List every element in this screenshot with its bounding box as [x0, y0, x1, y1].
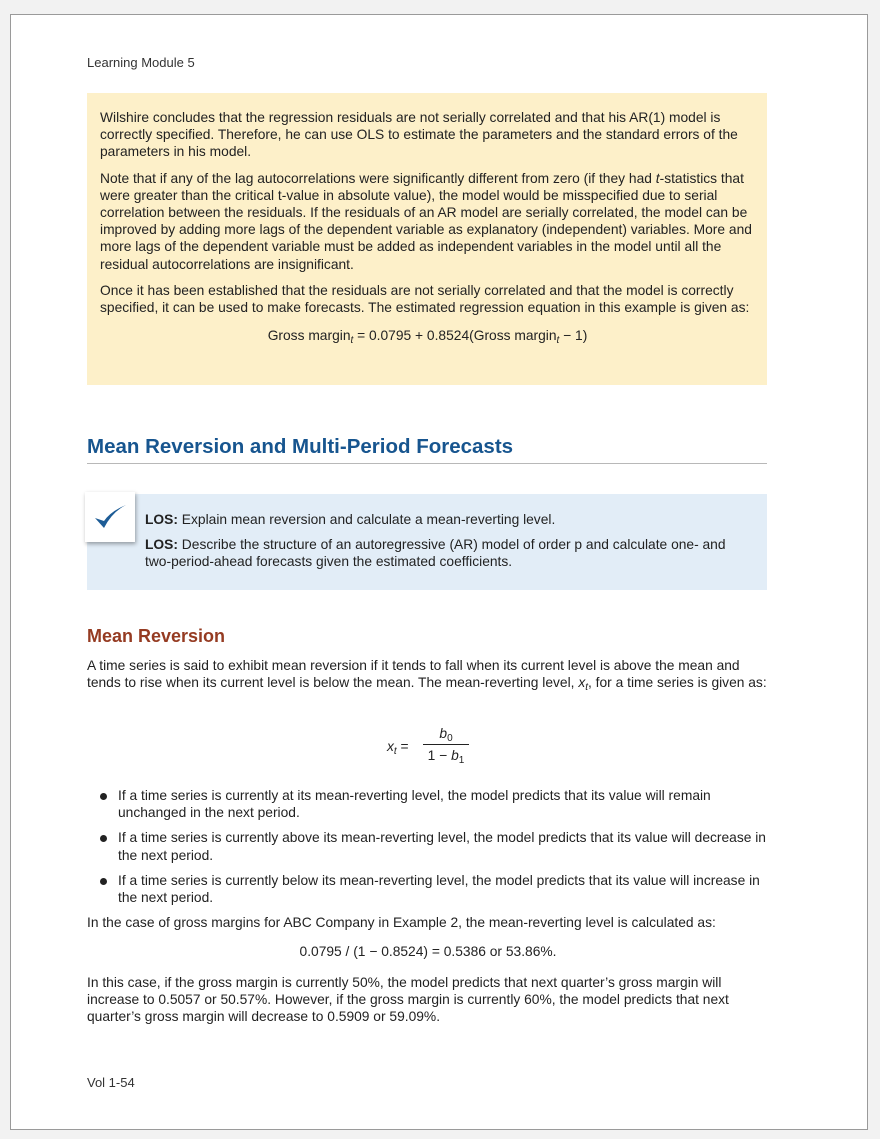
formula-numerator [423, 725, 469, 743]
equation-lhs: Gross margin [267, 328, 351, 344]
numerator-subscript: 0 [447, 733, 453, 744]
t-statistic-term: t [655, 170, 660, 186]
document-page [10, 14, 868, 1130]
formula-lhs [387, 739, 409, 757]
numerator-variable: b [439, 726, 448, 741]
fraction-bar [423, 744, 469, 745]
mean-reverting-calculation: 0.0795 / (1 − 0.8524) = 0.5386 or 53.86%. [299, 944, 557, 959]
bullet-icon [100, 878, 107, 885]
denominator-variable: b [451, 748, 459, 763]
equation-subscript-t: t [350, 335, 354, 347]
case-text: In the case of gross margins for ABC Company in Example 2, the mean-reverting level is calculated as: [87, 915, 716, 930]
list-item [87, 872, 769, 906]
subsection-title: Mean Reversion [87, 626, 226, 646]
intro-variable-subscript: t [585, 682, 588, 694]
los-item-1-text: Explain mean reversion and calculate a mean-reverting level. [177, 512, 556, 527]
bullet-text: If a time series is currently above its mean-reverting level, the model predicts that its value will decrease in the next period. [118, 830, 766, 863]
bullet-icon [100, 793, 107, 800]
los-item-2-text: Describe the structure of an autoregressive (AR) model of order p and calculate one- and two-period-ahead forecasts given the estimated coefficients. [145, 537, 726, 570]
equation-middle: = 0.0795 + 0.8524(Gross margin [353, 328, 557, 344]
los-label: LOS: [145, 537, 178, 553]
los-item-2 [145, 536, 753, 570]
list-item [87, 787, 769, 821]
bullet-text: If a time series is currently at its mean-reverting level, the model predicts that its value will remain unchanged in the next period. [118, 788, 711, 821]
formula-fraction [423, 725, 469, 765]
example-paragraph-2-start: Note that if any of the lag autocorrelations were significantly different from zero (if they had [100, 170, 656, 186]
example-paragraph-3: Once it has been established that the residuals are not serially correlated and that the model is correctly specified, it can be used to make forecasts. The estimated regression equation in this example is given as: [100, 282, 750, 316]
learning-outcomes-box [87, 494, 767, 590]
denominator-prefix: 1 − [427, 748, 452, 763]
bullet-list [87, 787, 769, 914]
page-folio: Vol 1-54 [87, 1075, 135, 1090]
equation-subscript-t-lag: t [556, 335, 560, 347]
bullet-icon [100, 835, 107, 842]
formula-equals: = [396, 739, 409, 754]
conclusion-text: In this case, if the gross margin is currently 50%, the model predicts that next quarter’s gross margin will increase to 0.5057 or 50.57%. However, if the gross margin is currently 60%, the model predicts that next quarter’s gross margin will decrease to 0.5909 or 59.09%. [87, 975, 729, 1025]
intro-paragraph [87, 657, 769, 694]
formula-lhs-subscript: t [393, 746, 397, 757]
los-label: LOS: [145, 512, 178, 527]
section-title: Mean Reversion and Multi-Period Forecasts [87, 435, 767, 464]
checkmark-icon [85, 492, 135, 542]
example-continuation-box [87, 93, 767, 385]
los-item-1 [145, 511, 753, 528]
equation-end: − 1) [559, 328, 588, 344]
conclusion-paragraph [87, 974, 769, 1026]
formula-lhs-variable: x [387, 739, 394, 754]
regression-equation [100, 327, 755, 347]
example-paragraph-2 [100, 170, 755, 273]
case-paragraph [87, 914, 769, 931]
example-paragraph-2-rest: -statistics that were greater than the critical t-value in absolute value), the model would be misspecified due to serial correlation between the residuals. If the residuals of an AR model are serially correlated, the model can be improved by adding more lags of the dependent variable as explanatory (independent) variables. More and more lags of the dependent variable must be added as independent variables in the model until all the residual autocorrelations are insignificant. [100, 170, 752, 272]
formula-denominator [423, 747, 469, 765]
denominator-subscript: 1 [458, 755, 465, 766]
running-head: Learning Module 5 [87, 55, 195, 70]
list-item [87, 829, 769, 863]
intro-text-start: A time series is said to exhibit mean reversion if it tends to fall when its current level is above the mean and tends to rise when its current level is below the mean. The mean-reverting level, [87, 658, 740, 691]
intro-text-end: , for a time series is given as: [588, 675, 767, 691]
bullet-text: If a time series is currently below its mean-reverting level, the model predicts that its value will increase in the next period. [118, 872, 760, 906]
example-paragraph-1: Wilshire concludes that the regression residuals are not serially correlated and that his AR(1) model is correctly specified. Therefore, he can use OLS to estimate the parameters and the standard errors of the parameters in his model. [100, 110, 738, 160]
intro-variable: x [578, 675, 586, 691]
